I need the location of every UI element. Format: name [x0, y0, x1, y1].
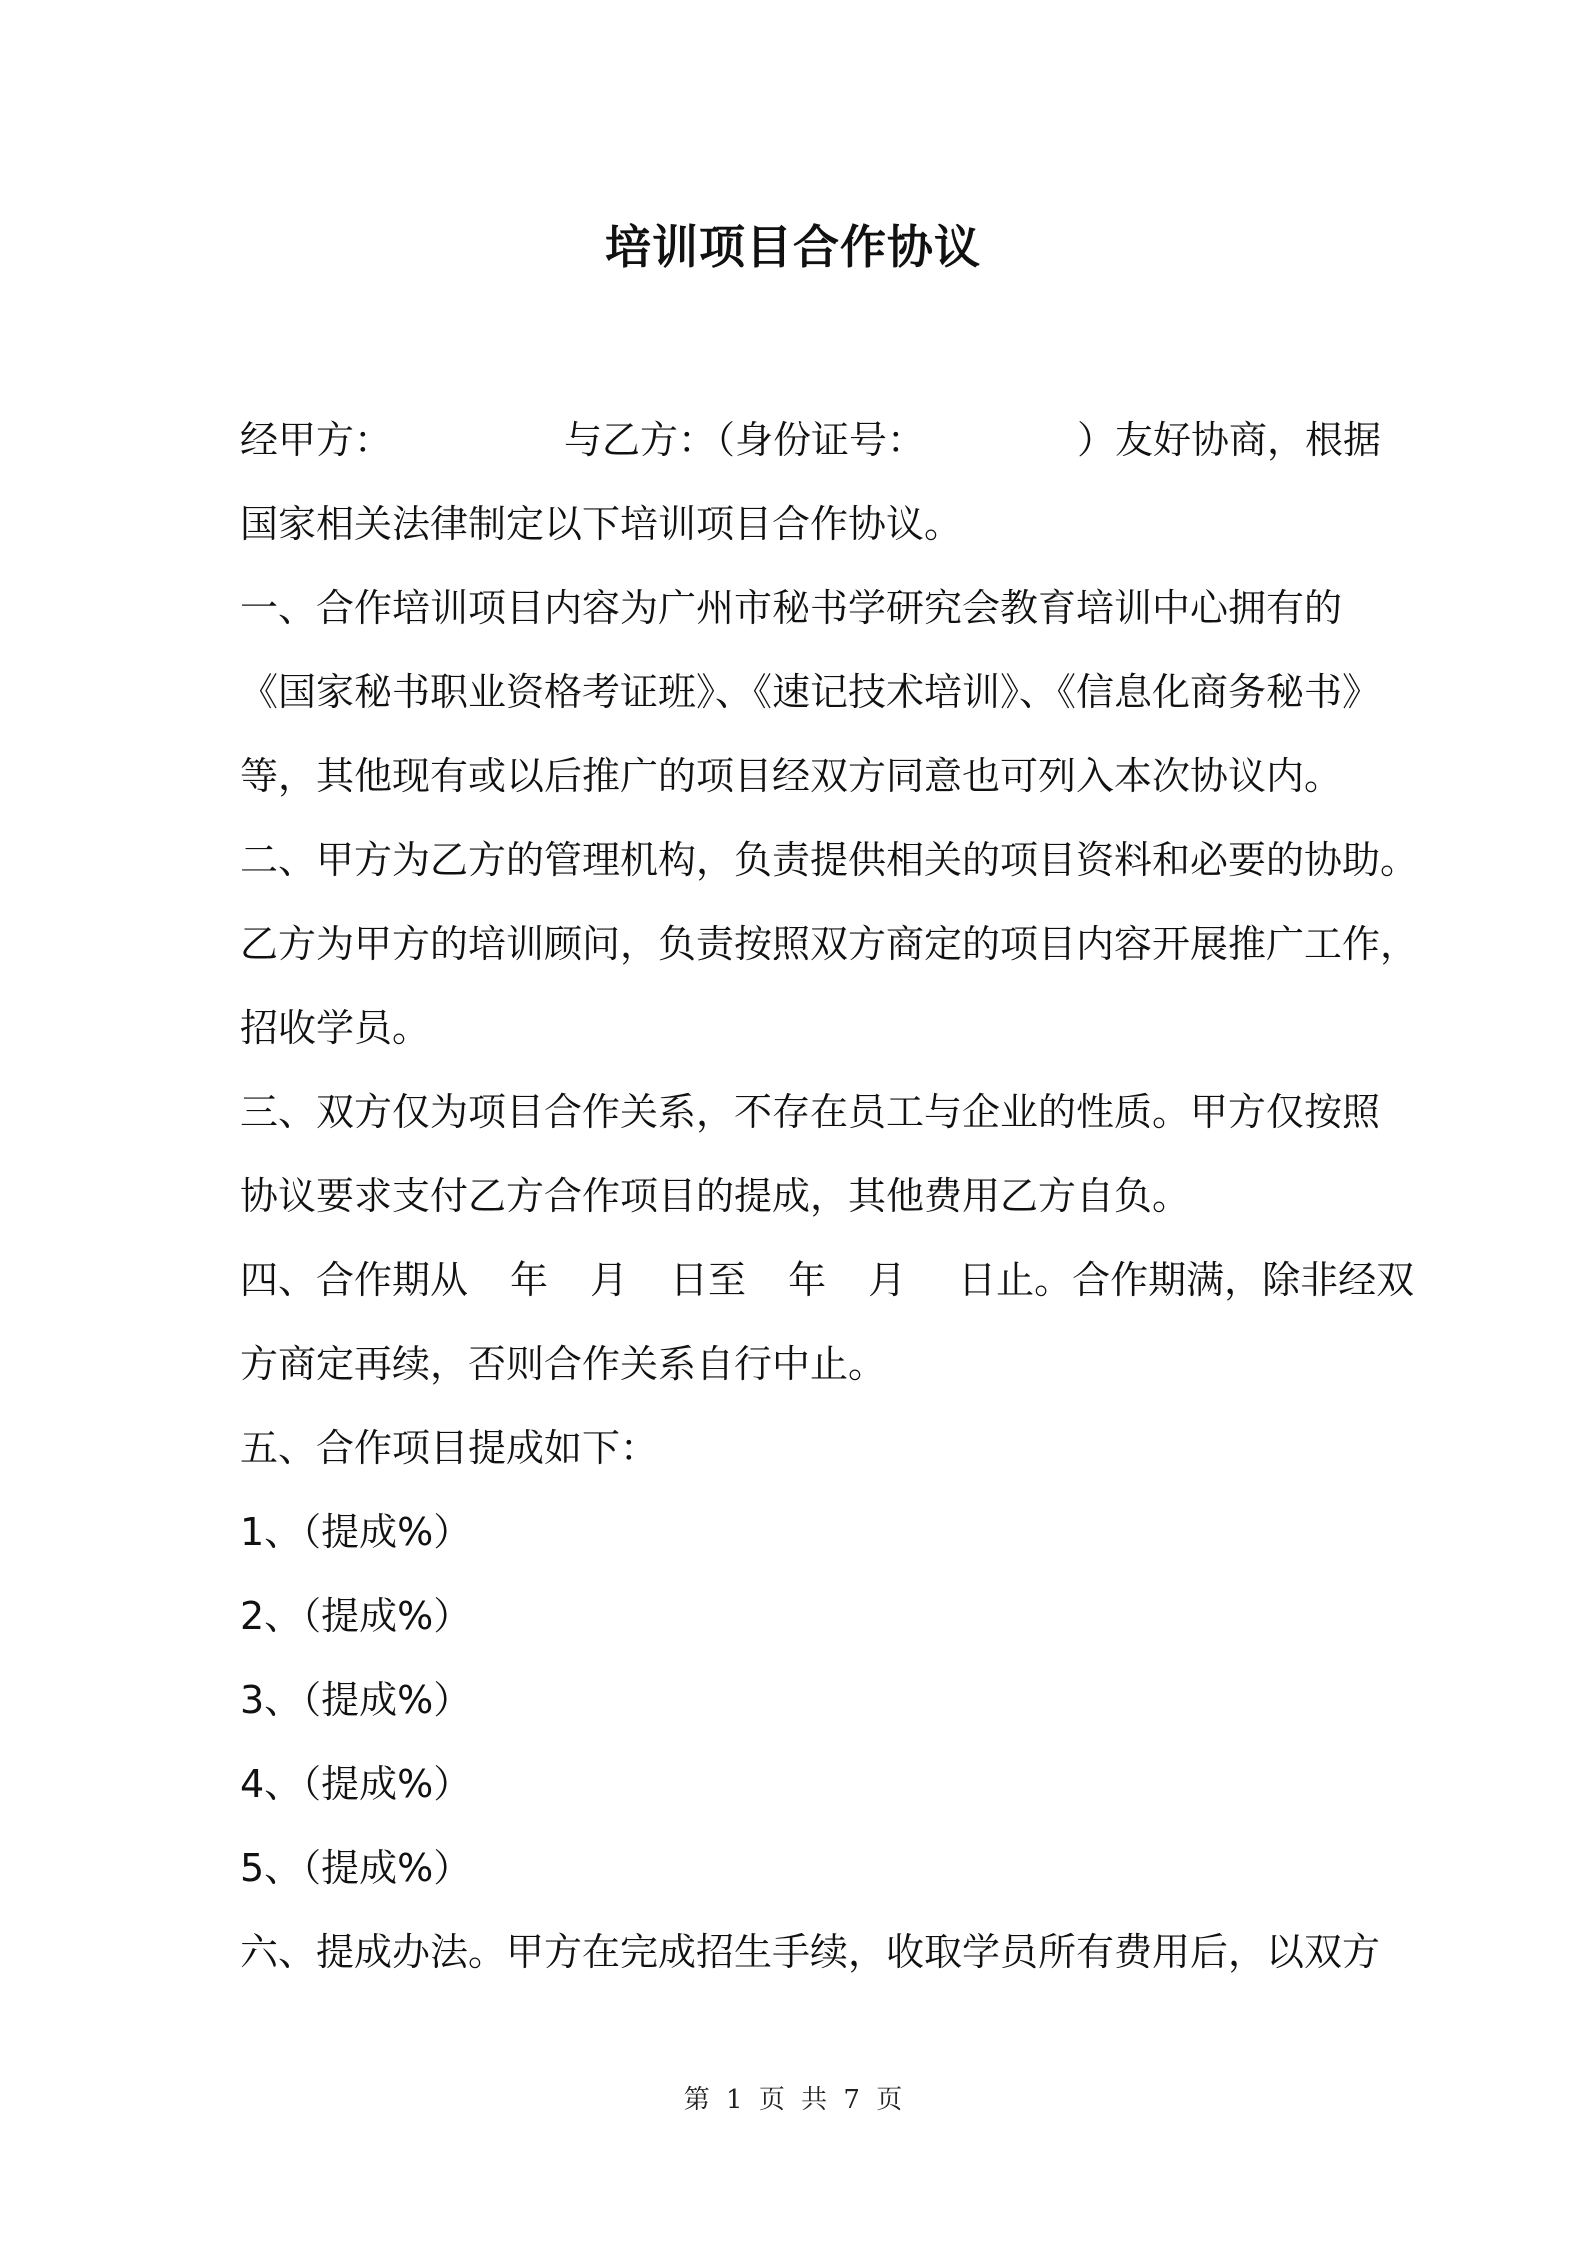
clause-4-year-2: 年 [788, 1258, 827, 1302]
clause-3-line-2: 协议要求支付乙方合作项目的提成，其他费用乙方自负。 [240, 1174, 1191, 1218]
clause-2-line-3: 招收学员。 [240, 1006, 431, 1050]
clause-4-end: 日止。合作期满，除非经双 [958, 1258, 1415, 1302]
commission-item-2: 2、（提成%） [240, 1594, 472, 1638]
clause-3-line-1: 三、双方仅为项目合作关系，不存在员工与企业的性质。甲方仅按照 [240, 1090, 1381, 1134]
intro-line-2: 国家相关法律制定以下培训项目合作协议。 [240, 502, 963, 546]
party-a-label: 经甲方： [240, 418, 393, 462]
clause-1-line-2: 《国家秘书职业资格考证班》、《速记技术培训》、《信息化商务秘书》 [240, 670, 1381, 714]
clause-4-line-1 [240, 1238, 1415, 1322]
intro-end: ）友好协商，根据 [1077, 418, 1382, 462]
clause-5-heading: 五、合作项目提成如下： [240, 1426, 659, 1470]
clause-4-year-1: 年 [510, 1258, 549, 1302]
clause-4-start: 四、合作期从 [240, 1258, 469, 1302]
clause-2-line-1: 二、甲方为乙方的管理机构，负责提供相关的项目资料和必要的协助。 [240, 838, 1419, 882]
clause-4-month-1: 月 [590, 1258, 629, 1302]
commission-item-1: 1、（提成%） [240, 1510, 472, 1554]
document-title: 培训项目合作协议 [605, 220, 981, 274]
party-b-label: 与乙方：（身份证号： [564, 418, 926, 462]
clause-6-line-1: 六、提成办法。甲方在完成招生手续，收取学员所有费用后，以双方 [240, 1930, 1381, 1974]
clause-2-line-2: 乙方为甲方的培训顾问，负责按照双方商定的项目内容开展推广工作， [240, 922, 1419, 966]
document-body [240, 398, 1419, 1994]
clause-1-line-1: 一、合作培训项目内容为广州市秘书学研究会教育培训中心拥有的 [240, 586, 1343, 630]
clause-4-day-to: 日至 [670, 1258, 747, 1302]
commission-item-3: 3、（提成%） [240, 1678, 472, 1722]
clause-4-month-2: 月 [868, 1258, 907, 1302]
intro-line-1 [240, 398, 1382, 482]
clause-4-line-2: 方商定再续，否则合作关系自行中止。 [240, 1342, 887, 1386]
commission-item-5: 5、（提成%） [240, 1846, 472, 1890]
commission-item-4: 4、（提成%） [240, 1762, 472, 1806]
clause-1-line-3: 等，其他现有或以后推广的项目经双方同意也可列入本次协议内。 [240, 754, 1343, 798]
page-number-footer: 第 1 页 共 7 页 [683, 2085, 903, 2115]
